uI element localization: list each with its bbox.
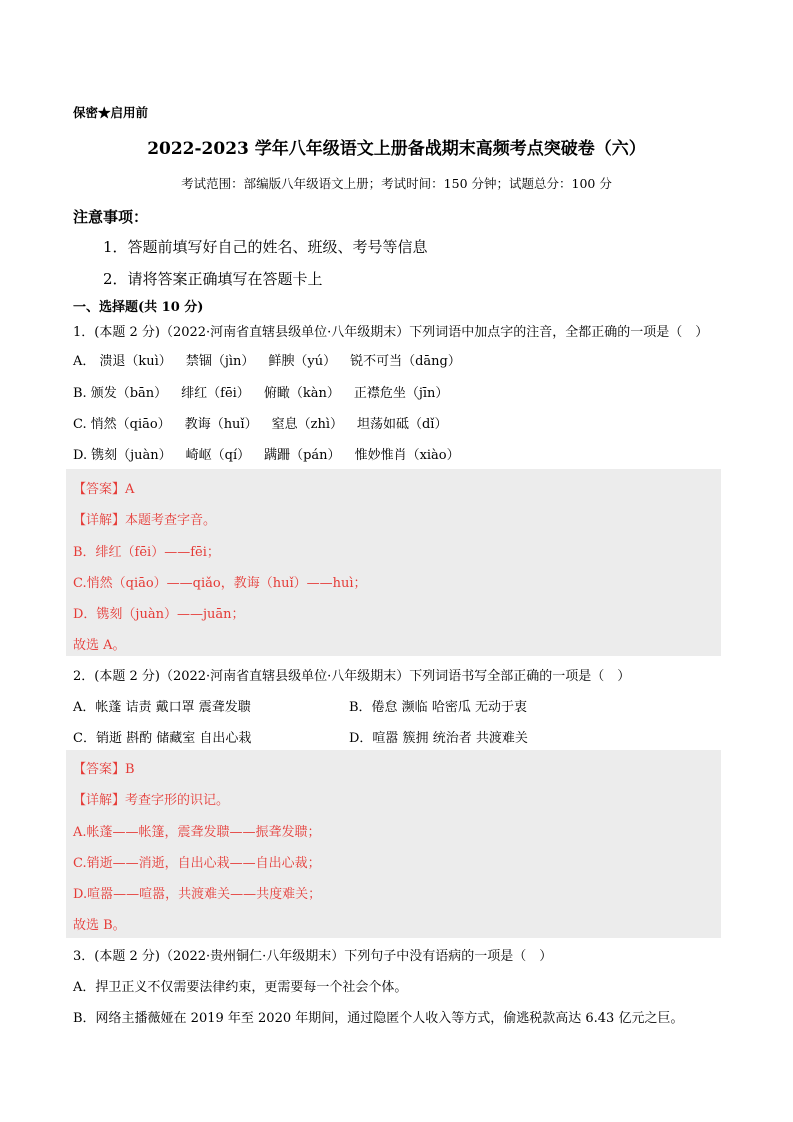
- option-word: 镌刻（juàn）: [91, 448, 172, 463]
- answer-label: 【答案】A: [73, 482, 135, 497]
- option-word: 颁发（bān）: [90, 386, 168, 401]
- option-word: 禁锢（jìn）: [185, 354, 255, 369]
- option-a: [73, 350, 475, 369]
- option-b: B．网络主播薇娅在 2019 年至 2020 年期间，通过隐匿个人收入等方式，偷逃税款高达 6.43 亿元之巨。: [73, 1011, 684, 1026]
- option-a: A．帐蓬 诘责 戴口罩 震聋发聩: [73, 700, 251, 715]
- detail-line: C.悄然（qiāo）——qiǎo，教诲（huǐ）——huì；: [73, 576, 367, 591]
- detail-line: A.帐蓬——帐篷，震聋发聩——振聋发聩；: [73, 825, 321, 840]
- option-word: 惟妙惟肖（xiào）: [354, 448, 460, 463]
- option-word: 俯瞰（kàn）: [263, 386, 340, 401]
- detail-line: B．绯红（fēi）——fēi；: [73, 545, 220, 560]
- option-word: 绯红（fēi）: [181, 386, 250, 401]
- detail-line: C.销逝——消逝，自出心栽——自出心裁；: [73, 856, 321, 871]
- option-c: [73, 413, 461, 432]
- answer-box: [66, 750, 721, 938]
- detail-end: 故选 B。: [73, 918, 126, 933]
- detail-label: 【详解】本题考查字音。: [73, 513, 217, 528]
- option-b: [73, 382, 462, 401]
- option-a: A．捍卫正义不仅需要法律约束，更需要每一个社会个体。: [73, 980, 408, 995]
- option-word: 崎岖（qí）: [185, 448, 251, 463]
- option-label: B.: [73, 386, 87, 401]
- option-d: D．喧嚣 簇拥 统治者 共渡难关: [349, 731, 528, 746]
- question-stem: 1．(本题 2 分)（2022·河南省直辖县级单位·八年级期末）下列词语中加点字的注音，全都正确的一项是（ ）: [73, 325, 709, 340]
- detail-line: D．镌刻（juàn）——juān；: [73, 607, 245, 622]
- notice-heading: 注意事项：: [73, 208, 149, 226]
- notice-item: 1．答题前填写好自己的姓名、班级、考号等信息: [103, 238, 428, 256]
- question-stem: 3．(本题 2 分)（2022·贵州铜仁·八年级期末）下列句子中没有语病的一项是（ ）: [73, 949, 553, 964]
- option-word: 鲜腴（yú）: [268, 354, 337, 369]
- secret-label: 保密★启用前: [73, 105, 149, 120]
- option-c: C．销逝 斟酌 储藏室 自出心栽: [73, 731, 252, 746]
- option-word: 蹒跚（pán）: [264, 448, 341, 463]
- detail-label: 【详解】考查字形的识记。: [73, 793, 230, 808]
- option-word: 悄然（qiāo）: [90, 417, 171, 432]
- option-d: [73, 444, 474, 463]
- section-heading: 一、选择题(共 10 分): [73, 300, 204, 315]
- option-word: 教诲（huǐ）: [184, 417, 258, 432]
- detail-end: 故选 A。: [73, 638, 126, 653]
- option-word: 锐不可当（dāng）: [350, 354, 461, 369]
- option-label: A．: [73, 354, 96, 369]
- option-word: 溃退（kuì）: [99, 354, 172, 369]
- option-b: B．倦怠 濒临 哈密瓜 无动于衷: [349, 700, 527, 715]
- option-label: D.: [73, 448, 88, 463]
- option-word: 窒息（zhì）: [271, 417, 343, 432]
- option-word: 正襟危坐（jīn）: [353, 386, 449, 401]
- answer-label: 【答案】B: [73, 762, 135, 777]
- answer-box: [66, 469, 721, 656]
- option-word: 坦荡如砥（dǐ）: [356, 417, 448, 432]
- option-label: C.: [73, 417, 87, 432]
- notice-item: 2．请将答案正确填写在答题卡上: [103, 270, 323, 288]
- question-stem: 2．(本题 2 分)（2022·河南省直辖县级单位·八年级期末）下列词语书写全部正确的一项是（ ）: [73, 669, 631, 684]
- page-title: 2022-2023 学年八年级语文上册备战期末高频考点突破卷（六）: [147, 139, 646, 159]
- detail-line: D.喧嚣——喧嚣，共渡难关——共度难关；: [73, 887, 322, 902]
- exam-info: 考试范围：部编版八年级语文上册；考试时间：150 分钟；试题总分：100 分: [181, 176, 612, 191]
